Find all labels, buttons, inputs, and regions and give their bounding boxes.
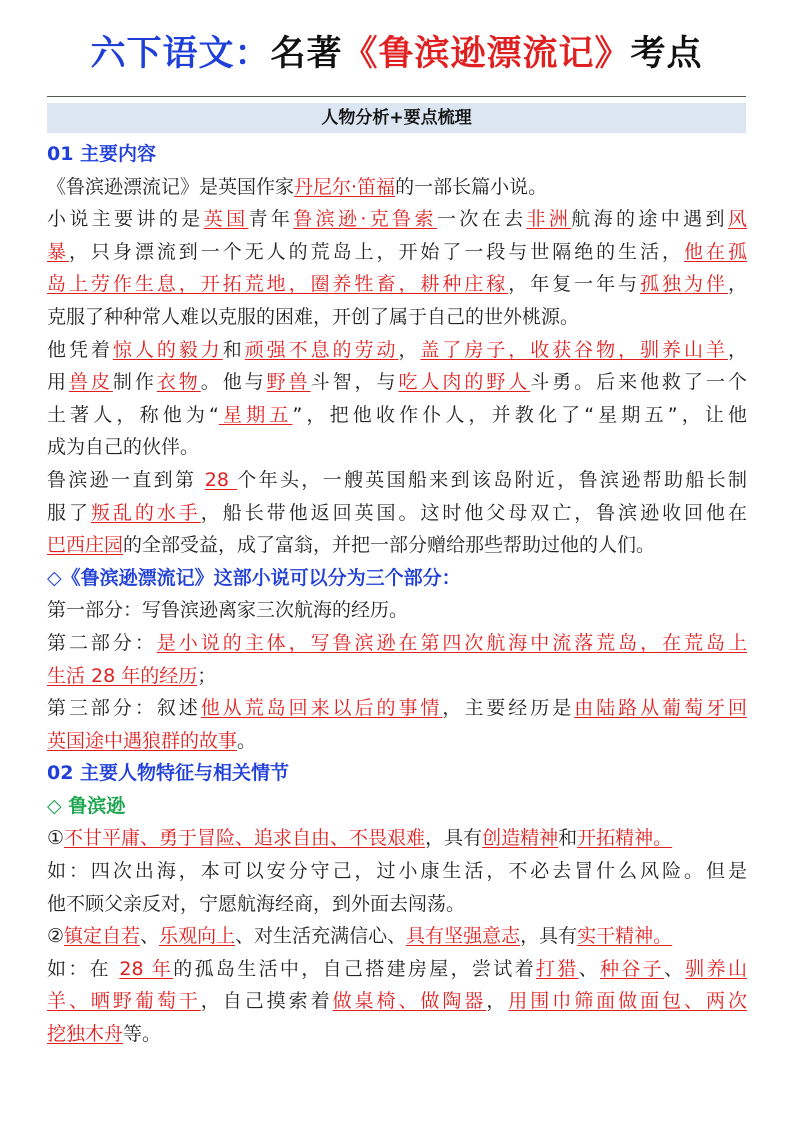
text-line	[47, 692, 747, 725]
section-header-bar: 人物分析+要点梳理	[47, 103, 746, 133]
title-divider	[47, 96, 746, 97]
key-point-underlined: 镇定自若	[64, 925, 141, 948]
text-segment: ，具有	[520, 925, 578, 948]
text-segment: 航海的途中遇到	[571, 208, 728, 231]
text-segment: 如：四次出海，本可以安分守己，过小康生活，不必去冒什么风险。但是	[47, 860, 747, 883]
key-point-underlined: 羊、晒野葡萄干	[47, 990, 201, 1013]
key-point-underlined: 风	[727, 208, 747, 231]
text-line	[47, 301, 747, 334]
text-segment: ◇《鲁滨逊漂流记》这部小说可以分为三个部分：	[47, 566, 461, 589]
text-segment: 一次在去	[436, 208, 527, 231]
text-line	[47, 497, 747, 530]
text-line	[47, 660, 747, 693]
text-line	[47, 366, 747, 399]
text-segment: 斗智，与	[310, 371, 399, 394]
section-heading	[47, 138, 747, 171]
key-point-underlined: 他在孤	[684, 240, 747, 263]
text-line	[47, 529, 747, 562]
key-point-underlined: 盖了房子，收获谷物，驯养山羊	[420, 338, 728, 361]
text-segment: ◇ 鲁滨逊	[47, 794, 126, 817]
text-line	[47, 236, 747, 269]
key-point-underlined: 兽皮	[68, 371, 113, 394]
text-segment: 。	[237, 729, 257, 752]
key-point-underlined: 野兽	[266, 371, 311, 394]
text-segment: 他不顾父亲反对，宁愿航海经商，到外面去闯荡。	[47, 892, 466, 915]
text-line	[47, 334, 747, 367]
key-point-underlined: 28 年	[119, 957, 174, 980]
text-segment: ，年复一年与	[508, 273, 641, 296]
key-point-underlined: 惊人的毅力	[112, 338, 223, 361]
text-line	[47, 464, 747, 497]
text-segment: 青年	[248, 208, 294, 231]
text-segment: 和	[222, 338, 245, 361]
text-line	[47, 953, 747, 986]
text-segment: 、对生活充满信心、	[235, 925, 407, 948]
key-point-underlined: 由陆路从葡萄牙回	[574, 697, 747, 720]
text-segment: ，自己摸索着	[200, 990, 333, 1013]
text-segment: 、	[663, 957, 686, 980]
key-point-underlined: 顽强不息的劳动	[244, 338, 399, 361]
text-line	[47, 725, 747, 758]
text-segment: ②	[47, 925, 65, 948]
text-line	[47, 594, 747, 627]
text-segment: 斗勇。后来他救了一个	[530, 371, 747, 394]
text-segment: 克服了种种常人难以克服的困难，开创了属于自己的世外桃源。	[47, 305, 580, 328]
key-point-underlined: 他从荒岛回来以后的事情	[200, 697, 443, 720]
key-point-underlined: 做桌椅、做陶器	[332, 990, 487, 1013]
text-line	[47, 888, 747, 921]
text-line	[47, 985, 747, 1018]
key-point-underlined: 鲁滨逊·克鲁索	[293, 208, 437, 231]
text-segment: ，	[398, 338, 421, 361]
title-classic-label: 名著	[270, 34, 343, 74]
text-segment: ，船长带他返回英国。这时他父母双亡，鲁滨逊收回他在	[200, 501, 747, 524]
text-segment: ，只身漂流到一个无人的荒岛上，开始了一段与世隔绝的生活，	[68, 240, 685, 263]
key-point-underlined: 驯养山	[685, 957, 747, 980]
key-point-underlined: 乐观向上	[159, 925, 236, 948]
text-segment: 第一部分：写鲁滨逊离家三次航海的经历。	[47, 599, 409, 622]
text-segment: 制作	[112, 371, 157, 394]
text-segment: 小说主要讲的是	[47, 208, 204, 231]
text-segment: 的全部受益，成了富翁，并把一部分赠给那些帮助过他的人们。	[123, 534, 656, 557]
text-segment: 02 主要人物特征与相关情节	[47, 762, 290, 785]
text-line	[47, 855, 747, 888]
key-point-underlined: 创造精神	[482, 827, 559, 850]
text-segment: 和	[558, 827, 578, 850]
title-grade-subject: 六下语文：	[90, 34, 271, 74]
key-point-underlined: 孤独为伴	[640, 273, 728, 296]
key-point-underlined: 巴西庄园	[47, 534, 124, 557]
text-line	[47, 431, 747, 464]
text-line	[47, 171, 747, 204]
text-line	[47, 627, 747, 660]
title-book-name: 《鲁滨逊漂流记》	[342, 34, 631, 74]
text-line	[47, 268, 747, 301]
key-point-underlined: 丹尼尔·笛福	[294, 175, 396, 198]
page-title	[0, 30, 793, 78]
key-point-underlined: 生活 28 年的经历	[47, 664, 198, 687]
text-line	[47, 1018, 747, 1051]
key-point-underlined: 暴	[47, 240, 69, 263]
text-line	[47, 822, 747, 855]
text-segment: 第二部分：	[47, 631, 157, 654]
text-segment: ，	[727, 273, 747, 296]
text-segment: ；	[197, 664, 217, 687]
section-heading	[47, 562, 747, 595]
section-heading	[47, 757, 747, 790]
text-line	[47, 203, 747, 236]
key-point-underlined: 英国途中遇狼群的故事	[47, 729, 238, 752]
key-point-underlined: 开拓精神。	[577, 827, 673, 850]
key-point-underlined: 非洲	[526, 208, 572, 231]
text-segment: 的孤岛生活中，自己搭建房屋，尝试着	[173, 957, 536, 980]
text-line	[47, 399, 747, 432]
text-segment: 用	[47, 371, 69, 394]
text-segment: 如：在	[47, 957, 120, 980]
key-point-underlined: 不甘平庸、勇于冒险、追求自由、不畏艰难	[64, 827, 426, 850]
body-text	[47, 138, 747, 1051]
text-segment: 、	[140, 925, 160, 948]
key-point-underlined: 岛上劳作生息，开拓荒地，圈养牲畜，耕种庄稼	[47, 273, 509, 296]
text-segment: 、	[578, 957, 600, 980]
text-segment: 等。	[123, 1023, 162, 1046]
text-segment: ”，把他收作仆人，并教化了“星期五”，让他	[292, 403, 748, 426]
text-segment: ，	[486, 990, 509, 1013]
text-segment: 的一部长篇小说。	[395, 175, 548, 198]
key-point-underlined: 星期五	[218, 403, 293, 426]
text-segment: 01 主要内容	[47, 143, 157, 165]
text-segment: 。他与	[200, 371, 267, 394]
text-segment: 《鲁滨逊漂流记》是英国作家	[47, 175, 295, 198]
key-point-underlined: 具有坚强意志	[406, 925, 521, 948]
key-point-underlined: 挖独木舟	[47, 1023, 124, 1046]
text-segment: 服了	[47, 501, 91, 524]
text-segment: ，	[727, 338, 747, 361]
text-segment: 他凭着	[47, 338, 113, 361]
key-point-underlined: 衣物	[156, 371, 201, 394]
title-exam-points: 考点	[630, 34, 703, 74]
text-segment: ，具有	[425, 827, 483, 850]
text-segment: 成为自己的伙伴。	[47, 436, 200, 459]
text-segment: ，主要经历是	[442, 697, 575, 720]
text-segment: 鲁滨逊一直到第	[47, 468, 205, 491]
text-line	[47, 920, 747, 953]
text-segment: 个年头，一艘英国船来到该岛附近，鲁滨逊帮助船长制	[237, 468, 748, 491]
key-point-underlined: 用围巾筛面做面包、两次	[508, 990, 747, 1013]
key-point-underlined: 英国	[203, 208, 249, 231]
section-heading	[47, 790, 747, 823]
key-point-underlined: 吃人肉的野人	[398, 371, 531, 394]
key-point-underlined: 是小说的主体，写鲁滨逊在第四次航海中流落荒岛，在荒岛上	[156, 631, 747, 654]
key-point-underlined: 28	[204, 468, 238, 491]
key-point-underlined: 实干精神。	[577, 925, 673, 948]
key-point-underlined: 叛乱的水手	[90, 501, 201, 524]
key-point-underlined: 打猎	[535, 957, 579, 980]
text-segment: 第三部分：叙述	[47, 697, 201, 720]
text-segment: 土著人，称他为“	[47, 403, 219, 426]
key-point-underlined: 种谷子	[599, 957, 664, 980]
text-segment: ①	[47, 827, 65, 850]
